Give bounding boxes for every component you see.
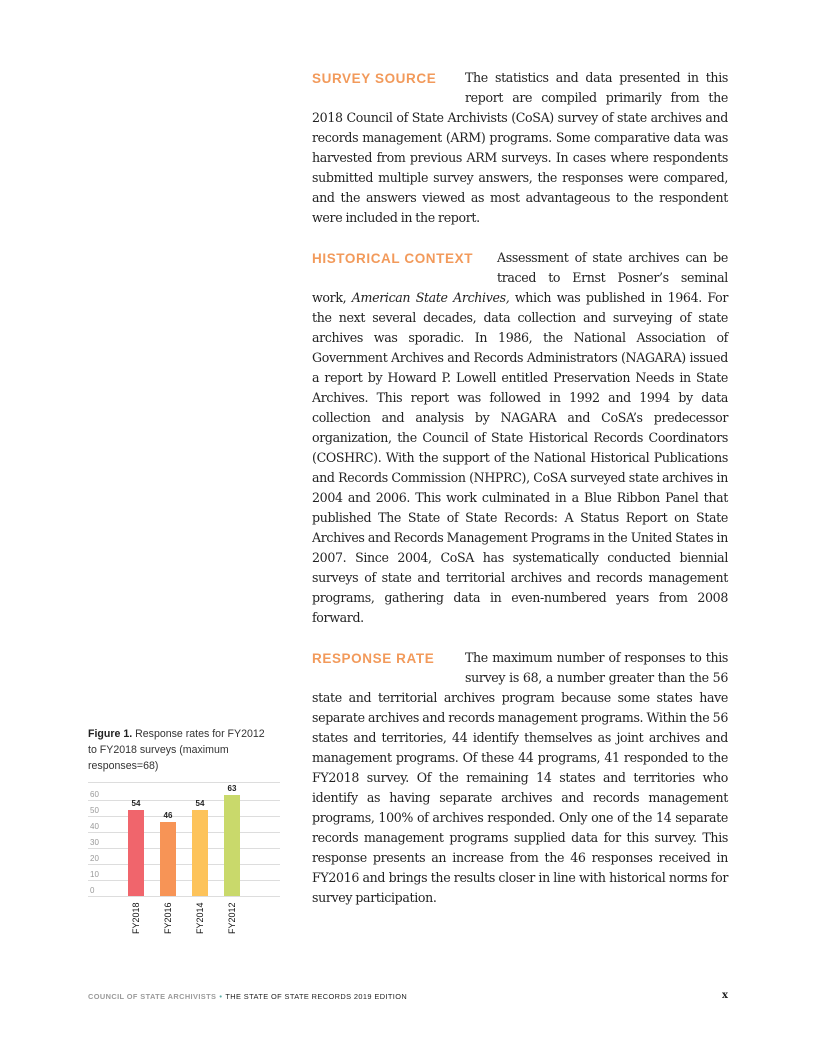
- y-tick-label: 50: [90, 806, 99, 815]
- section-body: [312, 248, 728, 628]
- bar-fy2014: [192, 810, 208, 896]
- bar-value-label: 46: [163, 811, 173, 821]
- footer-org: COUNCIL OF STATE ARCHIVISTS: [88, 992, 217, 1001]
- y-tick-label: 0: [90, 886, 95, 895]
- footer-separator: •: [219, 992, 223, 1001]
- x-axis-label: FY2018: [131, 902, 141, 934]
- bar-value-label: 54: [195, 798, 205, 808]
- gridline: [88, 832, 280, 833]
- y-tick-label: 20: [90, 854, 99, 863]
- footer-title: THE STATE OF STATE RECORDS 2019 EDITION: [225, 992, 408, 1001]
- bar-value-label: 54: [131, 798, 141, 808]
- bar-fy2018: [128, 810, 144, 896]
- x-axis-label: FY2016: [163, 902, 173, 934]
- y-tick-label: 40: [90, 822, 99, 831]
- figure-caption: [88, 726, 273, 774]
- section-body: The statistics and data presented in this report are compiled primarily from the 2018 Council of State Archivists (CoSA) survey of state archives and records management (ARM) programs. Some comparative data was harvested from previous ARM surveys. In cases where respondents submitted multiple survey answers, the responses were compared, and the answers viewed as most advantageous to the respondent were included in the report.: [312, 70, 728, 225]
- section-heading: HISTORICAL CONTEXT: [312, 251, 474, 266]
- figure-label: Figure 1.: [88, 728, 133, 740]
- main-column: [312, 68, 728, 928]
- section-heading: RESPONSE RATE: [312, 651, 435, 666]
- figure-caption-text: Response rates for FY2012 to FY2018 surveys (maximum responses=68): [88, 728, 265, 772]
- y-tick-label: 30: [90, 838, 99, 847]
- body-text: Assessment of state archives can be traced to Ernst Posner’s seminal work,: [312, 250, 728, 305]
- bar-fy2012: [224, 795, 240, 896]
- gridline: [88, 816, 280, 817]
- body-text: which was published in 1964. For the next several decades, data collection and surveying of state archives was sporadic. In 1986, the National Association of Government Archives and Records Administrators (NAGARA) issued a report by Howard P. Lowell entitled Preservation Needs in State Archives. This report was followed in 1992 and 1994 by data collection and analysis by NAGARA and CoSA’s predecessor organization, the Council of State Historical Records Coordinators (COSHRC). With the support of the National Historical Publications and Records Commission (NHPRC), CoSA surveyed state archives in 2004 and 2006. This work culminated in a Blue Ribbon Panel that published The State of State Records: A Status Report on State Archives and Records Management Programs in the United States in 2007. Since 2004, CoSA has systematically conducted biennial surveys of state and territorial archives and records management programs, gathering data in even-numbered years from 2008 forward.: [312, 290, 728, 625]
- section-survey-source: [312, 68, 728, 228]
- section-historical-context: [312, 248, 728, 628]
- gridline: [88, 864, 280, 865]
- section-heading: SURVEY SOURCE: [312, 71, 437, 86]
- page-number: x: [722, 990, 728, 1001]
- y-tick-label: 10: [90, 870, 99, 879]
- gridline: [88, 880, 280, 881]
- section-body: The maximum number of responses to this survey is 68, a number greater than the 56 state and territorial archives program because some states have separate archives and records management programs. Within the 56 states and territories, 44 identify themselves as joint archives and management programs. Of these 44 programs, 41 responded to the FY2018 survey. Of the remaining 14 states and territories who identify as having separate archives and records management programs, 100% of archives responded. Only one of the 14 separate records management programs supplied data for this survey. This response presents an increase from the 46 responses received in FY2016 and brings the results closer in line with historical norms for survey participation.: [312, 650, 728, 905]
- x-axis-label: FY2012: [227, 902, 237, 934]
- chart-top-border: [88, 782, 280, 783]
- page-footer: [88, 992, 407, 1001]
- section-response-rate: [312, 648, 728, 908]
- gridline: [88, 800, 280, 801]
- figure-caption-block: [88, 726, 283, 774]
- response-rate-bar-chart: [88, 782, 280, 942]
- bar-value-label: 63: [227, 784, 237, 794]
- gridline: [88, 896, 280, 897]
- book-title: American State Archives,: [351, 290, 510, 305]
- y-tick-label: 60: [90, 790, 99, 799]
- bar-fy2016: [160, 822, 176, 896]
- x-axis-label: FY2014: [195, 902, 205, 934]
- gridline: [88, 848, 280, 849]
